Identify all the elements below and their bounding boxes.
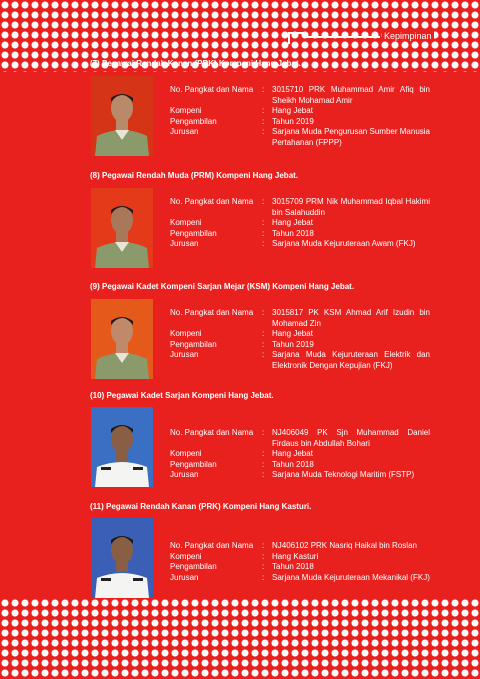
separator: : xyxy=(262,572,265,582)
separator: : xyxy=(262,308,265,317)
separator: : xyxy=(262,106,265,115)
separator: : xyxy=(262,197,265,206)
company-value: Hang Jebat xyxy=(272,449,313,458)
separator: : xyxy=(262,339,265,349)
section-label: Kepimpinan xyxy=(384,31,432,41)
cadet-info xyxy=(170,85,430,148)
separator: : xyxy=(262,239,265,248)
program-label: Jurusan xyxy=(170,350,199,359)
rank-name-value: 3015817 PK KSM Ahmad Arif Izudin bin Mohamad Zin xyxy=(272,308,430,328)
separator: : xyxy=(262,127,265,136)
cadet-photo xyxy=(91,299,153,379)
header-decoration xyxy=(288,32,304,44)
rank-name-label: No. Pangkat dan Nama xyxy=(170,197,254,206)
separator: : xyxy=(262,449,265,458)
program-value: Sarjana Muda Kejuruteraan Elektrik dan Elektronik Dengan Kepujian (FKJ) xyxy=(272,350,430,370)
separator: : xyxy=(262,218,265,227)
header-rule xyxy=(305,36,380,38)
cadet-photo xyxy=(91,76,153,156)
cadet-info xyxy=(170,308,430,371)
cadet-photo xyxy=(91,188,153,268)
program-value: Sarjana Muda Kejuruteraan Mekanikal (FKJ) xyxy=(272,572,430,582)
separator: : xyxy=(262,116,265,126)
cadet-photo xyxy=(91,518,153,598)
company-label: Kompeni xyxy=(170,449,202,458)
company-label: Kompeni xyxy=(170,218,202,227)
program-value: Sarjana Muda Pengurusan Sumber Manusia Pertahanan (FPPP) xyxy=(272,127,430,147)
intake-value: Tahun 2018 xyxy=(272,459,314,469)
company-value: Hang Jebat xyxy=(272,106,313,115)
program-label: Jurusan xyxy=(170,127,199,136)
separator: : xyxy=(262,551,265,561)
rank-name-label: No. Pangkat dan Nama xyxy=(170,541,254,550)
cadet-info xyxy=(170,541,430,583)
intake-label: Pengambilan xyxy=(170,459,217,469)
cadet-info xyxy=(170,197,430,250)
rank-name-label: No. Pangkat dan Nama xyxy=(170,308,254,317)
company-label: Kompeni xyxy=(170,329,202,338)
entry-heading: (11) Pegawai Rendah Kanan (PRK) Kompeni Hang Kasturi. xyxy=(90,502,312,511)
rank-name-label: No. Pangkat dan Nama xyxy=(170,428,254,437)
intake-label: Pengambilan xyxy=(170,228,217,238)
separator: : xyxy=(262,85,265,94)
program-label: Jurusan xyxy=(170,239,199,248)
rank-name-value: 3015710 PRK Muhammad Amir Afiq bin Sheikh Mohamad Amir xyxy=(272,85,430,105)
bottom-dot-pattern xyxy=(0,598,480,679)
separator: : xyxy=(262,562,265,571)
program-value: Sarjana Muda Kejuruteraan Awam (FKJ) xyxy=(272,239,416,248)
program-label: Jurusan xyxy=(170,572,199,582)
separator: : xyxy=(262,350,265,359)
rank-name-value: NJ406102 PRK Nasriq Haikal bin Roslan xyxy=(272,541,417,550)
separator: : xyxy=(262,329,265,338)
intake-label: Pengambilan xyxy=(170,116,217,126)
entry-heading: (10) Pegawai Kadet Sarjan Kompeni Hang Jebat. xyxy=(90,391,274,400)
rank-name-value: 3015709 PRM Nik Muhammad Iqbal Hakimi bin Salahuddin xyxy=(272,197,430,217)
separator: : xyxy=(262,428,265,437)
entry-heading: (7) Pegawai Rendah Kanan (PRK) Kompeni Hang Jebat. xyxy=(90,59,301,68)
rank-name-label: No. Pangkat dan Nama xyxy=(170,85,254,94)
separator: : xyxy=(262,470,265,479)
program-label: Jurusan xyxy=(170,470,199,479)
company-label: Kompeni xyxy=(170,551,202,561)
company-label: Kompeni xyxy=(170,106,202,115)
intake-value: Tahun 2019 xyxy=(272,116,314,126)
intake-value: Tahun 2018 xyxy=(272,562,314,571)
rank-name-value: NJ406049 PK Sjn Muhammad Daniel Firdaus bin Abdullah Bohari xyxy=(272,428,430,448)
entry-heading: (8) Pegawai Rendah Muda (PRM) Kompeni Hang Jebat. xyxy=(90,171,299,180)
intake-value: Tahun 2018 xyxy=(272,228,314,238)
company-value: Hang Jebat xyxy=(272,218,313,227)
separator: : xyxy=(262,228,265,238)
entry-heading: (9) Pegawai Kadet Kompeni Sarjan Mejar (KSM) Kompeni Hang Jebat. xyxy=(90,282,355,291)
program-value: Sarjana Muda Teknologi Maritim (FSTP) xyxy=(272,470,415,479)
cadet-photo xyxy=(91,407,153,487)
company-value: Hang Kasturi xyxy=(272,551,319,561)
separator: : xyxy=(262,459,265,469)
cadet-info xyxy=(170,428,430,481)
company-value: Hang Jebat xyxy=(272,329,313,338)
intake-label: Pengambilan xyxy=(170,562,217,571)
intake-value: Tahun 2019 xyxy=(272,339,314,349)
intake-label: Pengambilan xyxy=(170,339,217,349)
separator: : xyxy=(262,541,265,550)
